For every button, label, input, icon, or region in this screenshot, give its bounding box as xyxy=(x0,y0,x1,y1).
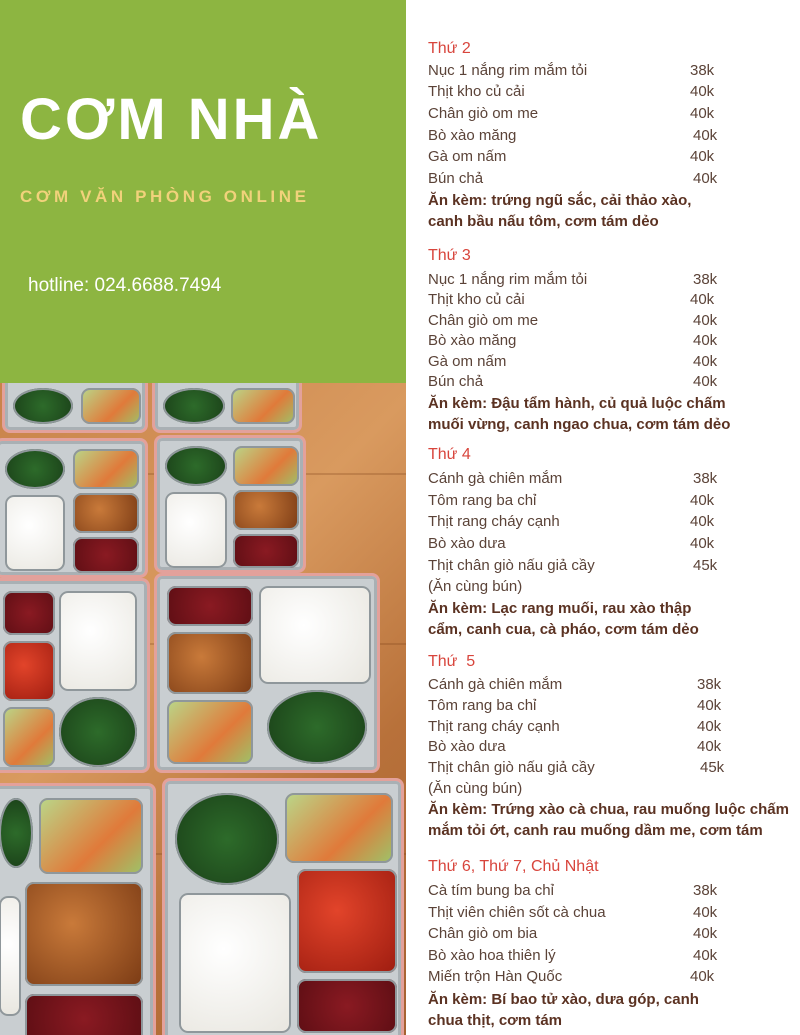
menu-item-name: Cà tím bung ba chỉ xyxy=(428,882,554,899)
menu-item-name: Bò xào măng xyxy=(428,127,517,144)
side-dishes: Ăn kèm: trứng ngũ sắc, cải thảo xào, canh bầu nấu tôm, cơm tám dẻo xyxy=(428,192,692,230)
side-dishes: Ăn kèm: Lạc rang muối, rau xào thập cẩm, canh cua, cà pháo, cơm tám dẻo xyxy=(428,600,699,638)
menu-item-price: 40k xyxy=(690,291,715,308)
side-dishes: Ăn kèm: Trứng xào cà chua, rau muống luộc chấm mắm tỏi ớt, canh rau muống dầm me, cơm tám xyxy=(428,801,789,839)
menu-item-price: 38k xyxy=(693,882,718,899)
menu-item-name: (Ăn cùng bún) xyxy=(428,578,523,595)
menu-item-name: Chân giò om me xyxy=(428,105,539,122)
menu-item-price: 38k xyxy=(697,676,722,693)
menu-item-name: Thịt kho củ cải xyxy=(428,291,525,308)
food-tray xyxy=(0,783,156,1035)
menu-item-name: Bò xào dưa xyxy=(428,535,506,552)
menu-item-price: 40k xyxy=(690,105,715,122)
day-heading: Thứ 6, Thứ 7, Chủ Nhật xyxy=(428,858,599,875)
menu-item-name: Nục 1 nắng rim mắm tỏi xyxy=(428,271,588,288)
menu-item-price: 45k xyxy=(693,557,718,574)
menu-item-price: 40k xyxy=(697,718,722,735)
day-heading: Thứ 5 xyxy=(428,653,476,670)
food-tray xyxy=(162,778,404,1035)
side-dishes: Ăn kèm: Bí bao tử xào, dưa góp, canh chua thịt, cơm tám xyxy=(428,991,699,1029)
day-heading: Thứ 4 xyxy=(428,446,471,463)
menu-item-price: 40k xyxy=(693,925,718,942)
menu-item-name: Thịt kho củ cải xyxy=(428,83,525,100)
side-dishes: Ăn kèm: Đậu tẩm hành, củ quả luộc chấm muối vừng, canh ngao chua, cơm tám dẻo xyxy=(428,395,731,433)
menu-item-price: 40k xyxy=(693,332,718,349)
menu-item-name: Tôm rang ba chỉ xyxy=(428,492,537,509)
food-photo xyxy=(0,383,406,1035)
menu-item-price: 40k xyxy=(693,904,718,921)
food-tray xyxy=(154,435,306,573)
food-tray xyxy=(154,573,380,773)
menu-item-price: 40k xyxy=(693,312,718,329)
brand-name: CƠM NHÀ xyxy=(20,87,323,152)
day-heading: Thứ 3 xyxy=(428,247,471,264)
menu-item-price: 40k xyxy=(697,738,722,755)
menu-item-price: 40k xyxy=(690,492,715,509)
menu-item-name: Chân giò om bia xyxy=(428,925,538,942)
brand-tagline: CƠM VĂN PHÒNG ONLINE xyxy=(20,187,310,206)
menu-item-price: 40k xyxy=(690,513,715,530)
menu-item-price: 40k xyxy=(693,353,718,370)
menu-item-name: Gà om nấm xyxy=(428,353,507,370)
menu-item-name: Bò xào dưa xyxy=(428,738,506,755)
menu-item-name: (Ăn cùng bún) xyxy=(428,780,523,797)
menu-item-price: 40k xyxy=(693,127,718,144)
menu-item-name: Thịt rang cháy cạnh xyxy=(428,513,560,530)
brand-banner xyxy=(0,0,406,383)
menu-item-name: Tôm rang ba chỉ xyxy=(428,697,537,714)
menu-item-price: 40k xyxy=(693,947,718,964)
menu-item-price: 38k xyxy=(690,62,715,79)
menu-item-name: Bò xào hoa thiên lý xyxy=(428,947,556,964)
menu-item-name: Miến trộn Hàn Quốc xyxy=(428,968,563,985)
menu-item-price: 40k xyxy=(693,373,718,390)
menu-item-name: Thịt viên chiên sốt cà chua xyxy=(428,904,606,921)
menu-item-name: Bún chả xyxy=(428,373,484,390)
hotline-text: hotline: 024.6688.7494 xyxy=(28,275,222,296)
menu-item-name: Bò xào măng xyxy=(428,332,517,349)
menu-item-name: Cánh gà chiên mắm xyxy=(428,676,563,693)
food-tray xyxy=(0,438,148,578)
menu-item-name: Chân giò om me xyxy=(428,312,539,329)
menu-item-price: 40k xyxy=(693,170,718,187)
menu-item-name: Thịt rang cháy cạnh xyxy=(428,718,560,735)
menu-item-name: Nục 1 nắng rim mắm tỏi xyxy=(428,62,588,79)
menu-item-price: 40k xyxy=(690,968,715,985)
menu-item-name: Thịt chân giò nấu giả cầy xyxy=(428,759,595,776)
menu-item-price: 38k xyxy=(693,470,718,487)
menu-item-price: 40k xyxy=(690,535,715,552)
menu-item-price: 40k xyxy=(697,697,722,714)
menu-item-price: 38k xyxy=(693,271,718,288)
food-tray xyxy=(2,383,148,433)
menu-item-name: Cánh gà chiên mắm xyxy=(428,470,563,487)
menu-item-price: 40k xyxy=(690,148,715,165)
food-tray xyxy=(152,383,302,433)
menu-item-name: Bún chả xyxy=(428,170,484,187)
menu-item-price: 45k xyxy=(700,759,725,776)
menu-item-price: 40k xyxy=(690,83,715,100)
menu-item-name: Gà om nấm xyxy=(428,148,507,165)
day-heading: Thứ 2 xyxy=(428,40,471,57)
menu-item-name: Thịt chân giò nấu giả cầy xyxy=(428,557,595,574)
food-tray xyxy=(0,578,150,773)
